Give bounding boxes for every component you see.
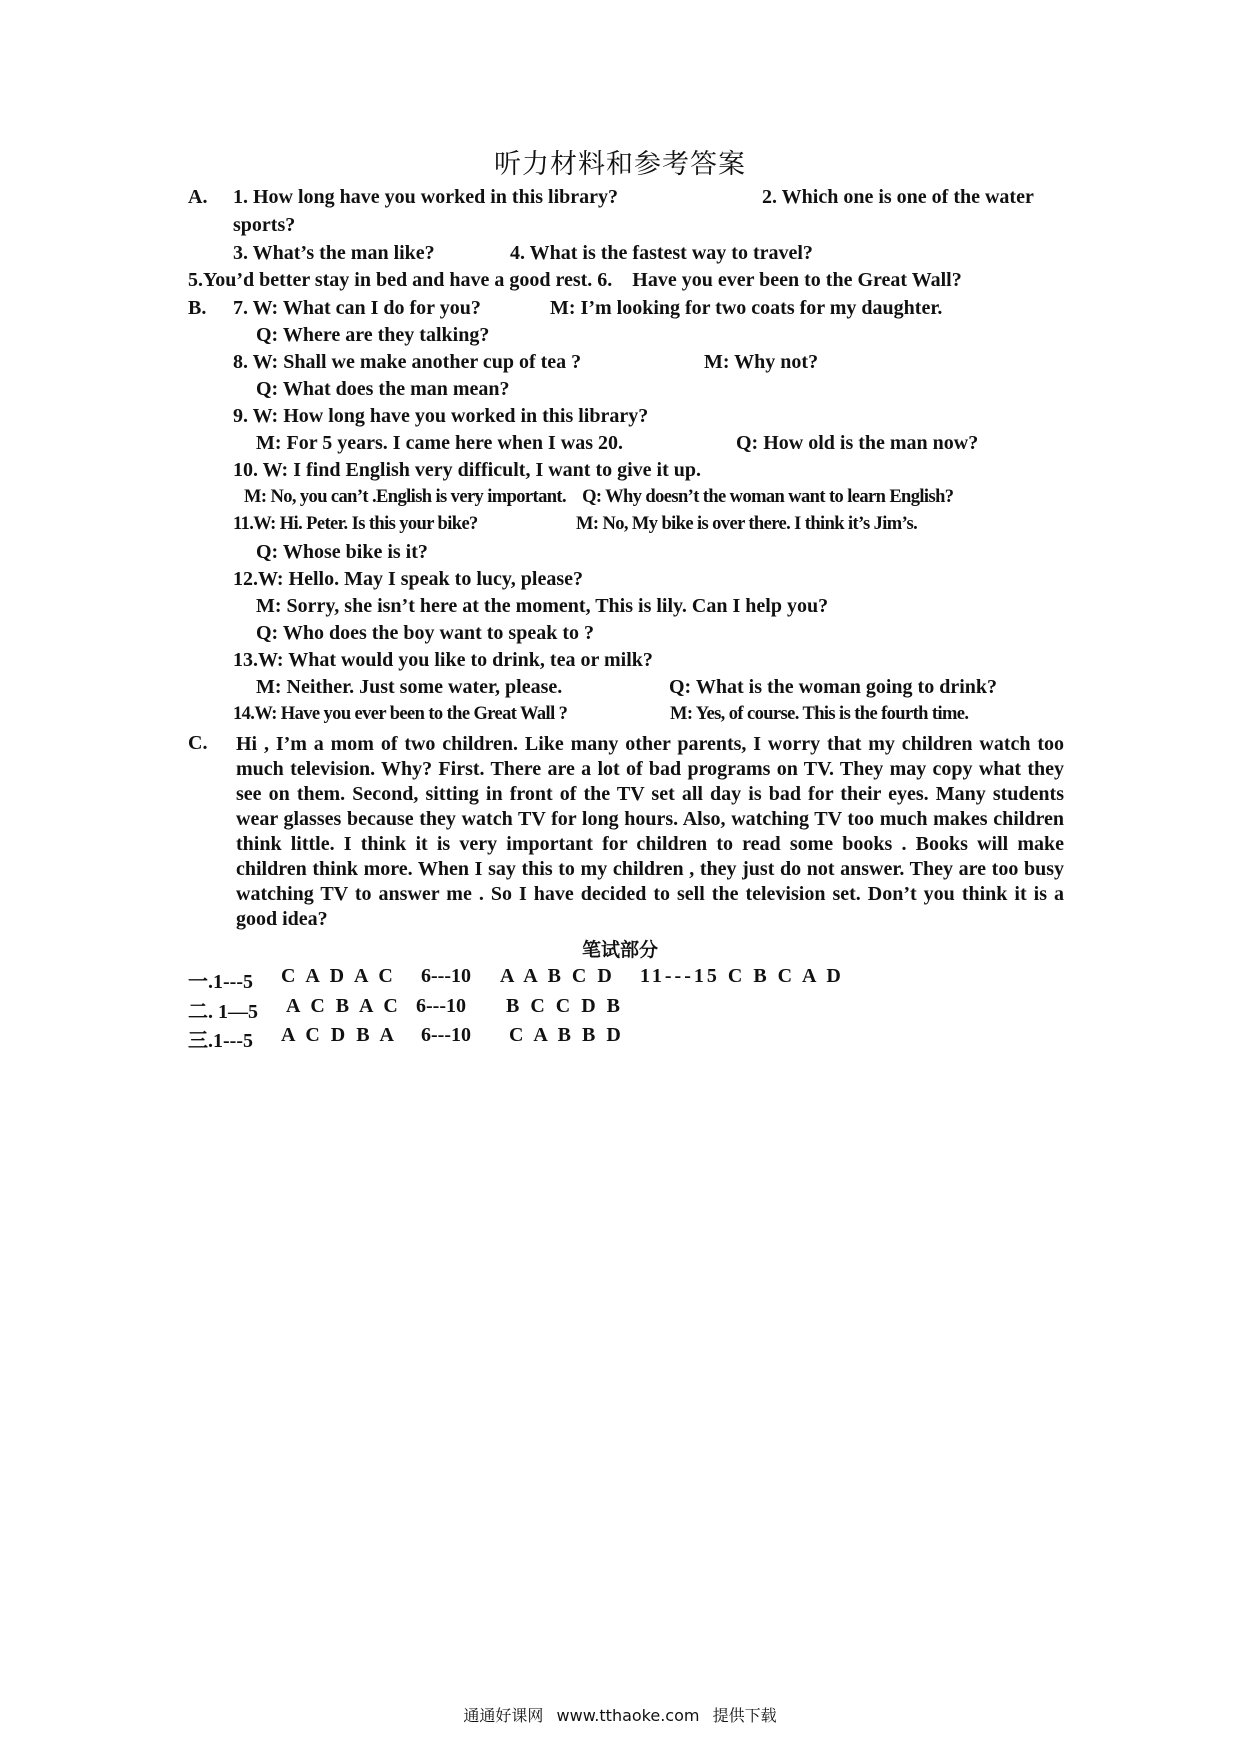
section-a-label: A. bbox=[188, 186, 208, 208]
q11-woman: 11.W: Hi. Peter. Is this your bike? bbox=[233, 514, 478, 534]
section-c-passage: Hi , I’m a mom of two children. Like many other parents, I worry that my children watch too much television. Why? First. There are a lot of bad programs on TV. They may copy what they see on them. Second, sitting in front of the TV set all day is bad for their eyes. Many students wear glasses because they watch TV for long hours. Also, watching TV too much makes children think little. I think it is very important for children to read some books . Books will make children think more. When I say this to my children , they just do not answer. They are too busy watching TV to answer me . So I have decided to sell the television set. Don’t you think it is a good idea? bbox=[236, 733, 1064, 930]
answer-row-1-range-2: 6---10 bbox=[421, 965, 471, 987]
answer-row-3-group-1: A C D B A bbox=[281, 1024, 397, 1046]
section-a-q3: 3. What’s the man like? bbox=[233, 242, 435, 264]
answer-row-3-group-2: C A B B D bbox=[509, 1024, 624, 1046]
q12-man: M: Sorry, she isn’t here at the moment, This is lily. Can I help you? bbox=[256, 595, 829, 617]
q7-woman: 7. W: What can I do for you? bbox=[233, 297, 481, 319]
answer-row-1-label: 一.1---5 bbox=[188, 971, 253, 993]
answer-row-3-label: 三.1---5 bbox=[188, 1030, 253, 1052]
section-c-label: C. bbox=[188, 732, 208, 754]
footer-url-link[interactable]: www.tthaoke.com bbox=[556, 1706, 700, 1725]
section-a-q2-cont: sports? bbox=[233, 214, 296, 236]
answer-row-2-group-2: B C C D B bbox=[506, 995, 624, 1017]
q10-woman: 10. W: I find English very difficult, I want to give it up. bbox=[233, 459, 702, 481]
answer-row-2-group-1: A C B A C bbox=[286, 995, 401, 1017]
section-b-label: B. bbox=[188, 297, 207, 319]
q8-woman: 8. W: Shall we make another cup of tea ? bbox=[233, 351, 582, 373]
written-part-title: 笔试部分 bbox=[581, 939, 658, 961]
section-a-q1: 1. How long have you worked in this library? bbox=[233, 186, 619, 208]
footer-download-text: 提供下载 bbox=[712, 1706, 777, 1725]
q14-man: M: Yes, of course. This is the fourth time. bbox=[670, 704, 969, 724]
section-a-q4: 4. What is the fastest way to travel? bbox=[510, 242, 813, 264]
q12-question: Q: Who does the boy want to speak to ? bbox=[256, 622, 594, 644]
q13-question: Q: What is the woman going to drink? bbox=[669, 676, 998, 698]
q11-question: Q: Whose bike is it? bbox=[256, 541, 428, 563]
answer-row-3-range-2: 6---10 bbox=[421, 1024, 471, 1046]
q8-man: M: Why not? bbox=[704, 351, 819, 373]
page-footer bbox=[0, 1703, 1240, 1726]
q14-woman: 14.W: Have you ever been to the Great Wall ? bbox=[233, 704, 568, 724]
q13-woman: 13.W: What would you like to drink, tea or milk? bbox=[233, 649, 653, 671]
q8-question: Q: What does the man mean? bbox=[256, 378, 510, 400]
page-title: 听力材料和参考答案 bbox=[494, 149, 746, 180]
q9-man: M: For 5 years. I came here when I was 20. bbox=[256, 432, 623, 454]
answer-row-1-group-1: C A D A C bbox=[281, 965, 396, 987]
q7-question: Q: Where are they talking? bbox=[256, 324, 490, 346]
q9-question: Q: How old is the man now? bbox=[736, 432, 979, 454]
answer-row-1-group-2: A A B C D bbox=[500, 965, 615, 987]
answer-row-2-range-2: 6---10 bbox=[416, 995, 466, 1017]
q13-man: M: Neither. Just some water, please. bbox=[256, 676, 563, 698]
q9-woman: 9. W: How long have you worked in this library? bbox=[233, 405, 649, 427]
section-a-q5-q6: 5.You’d better stay in bed and have a good rest. 6. Have you ever been to the Great Wall? bbox=[188, 269, 962, 291]
footer-site-name: 通通好课网 bbox=[463, 1706, 544, 1725]
answer-row-1-group-3: 11---15 C B C A D bbox=[640, 965, 844, 987]
q11-man: M: No, My bike is over there. I think it’s Jim’s. bbox=[576, 514, 918, 534]
answer-row-2-label: 二. 1—5 bbox=[188, 1001, 258, 1023]
q7-man: M: I’m looking for two coats for my daughter. bbox=[550, 297, 943, 319]
q10-man-question: M: No, you can’t .English is very important. Q: Why doesn’t the woman want to learn English? bbox=[244, 487, 954, 507]
section-a-q2: 2. Which one is one of the water bbox=[762, 186, 1034, 208]
q12-woman: 12.W: Hello. May I speak to lucy, please? bbox=[233, 568, 583, 590]
